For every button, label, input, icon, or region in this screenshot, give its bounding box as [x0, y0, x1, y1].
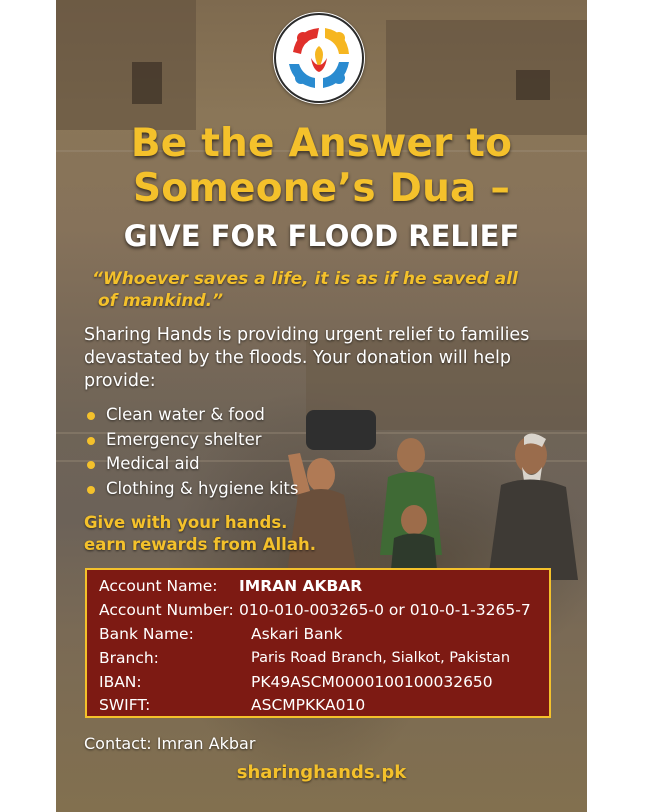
contact-line: Contact: Imran Akbar — [84, 734, 256, 753]
background-building-left — [56, 0, 196, 130]
swift-value: ASCMPKKA010 — [251, 696, 366, 714]
bank-name-label: Bank Name: — [99, 625, 194, 643]
background-window — [516, 70, 550, 100]
iban-label: IBAN: — [99, 673, 142, 691]
branch-value: Paris Road Branch, Sialkot, Pakistan — [251, 650, 511, 666]
cta-line-2: earn rewards from Allah. — [84, 535, 316, 554]
headline-line-2: Someone’s Dua – — [132, 166, 511, 211]
subheadline: GIVE FOR FLOOD RELIEF — [123, 219, 520, 253]
iban-row — [99, 672, 493, 692]
bank-account-details — [85, 568, 551, 718]
bank-name-value: Askari Bank — [251, 625, 343, 643]
sharing-hands-logo — [273, 12, 365, 104]
quote-line-2: of mankind.” — [98, 291, 224, 311]
account-number-label: Account Number: — [99, 601, 234, 619]
account-number-value: 010-010-003265-0 or 010-0-1-3265-7 — [239, 601, 531, 619]
bullet-icon — [87, 486, 95, 494]
branch-label: Branch: — [99, 649, 159, 667]
list-item — [84, 477, 299, 502]
list-item-label: Medical aid — [106, 454, 200, 473]
hadith-quote — [92, 268, 552, 312]
iban-value: PK49ASCM0000100100032650 — [251, 673, 493, 691]
account-number-row — [99, 600, 531, 620]
website-link[interactable]: sharinghands.pk — [236, 762, 407, 783]
cta-line-1: Give with your hands. — [84, 513, 288, 532]
background-window — [132, 62, 162, 104]
headline-line-1: Be the Answer to — [130, 121, 513, 166]
call-to-action — [84, 512, 316, 556]
list-item-label: Clean water & food — [106, 405, 265, 424]
list-item-label: Emergency shelter — [106, 429, 262, 449]
account-name-value: IMRAN AKBAR — [239, 577, 363, 595]
intro-line-3: provide: — [84, 371, 156, 391]
account-name-label: Account Name: — [99, 577, 218, 595]
list-item — [84, 428, 299, 453]
account-name-row — [99, 576, 363, 596]
swift-row — [99, 695, 366, 715]
relief-items-list — [84, 403, 299, 501]
bullet-icon — [87, 437, 95, 445]
bullet-icon — [87, 412, 95, 420]
sharing-hands-logo-icon — [273, 12, 365, 104]
bank-name-row — [99, 624, 343, 644]
list-item — [84, 452, 299, 477]
intro-paragraph — [84, 324, 574, 393]
quote-line-1: “Whoever saves a life, it is as if he saved all — [92, 269, 518, 289]
intro-line-1: Sharing Hands is providing urgent relief to families — [84, 325, 530, 345]
branch-row — [99, 648, 511, 668]
background-building-right — [386, 20, 587, 135]
list-item-label: Clothing & hygiene kits — [106, 478, 299, 498]
flood-relief-poster — [56, 0, 587, 812]
bullet-icon — [87, 461, 95, 469]
intro-line-2: devastated by the floods. Your donation will help — [84, 348, 511, 368]
swift-label: SWIFT: — [99, 696, 151, 714]
list-item — [84, 403, 299, 428]
